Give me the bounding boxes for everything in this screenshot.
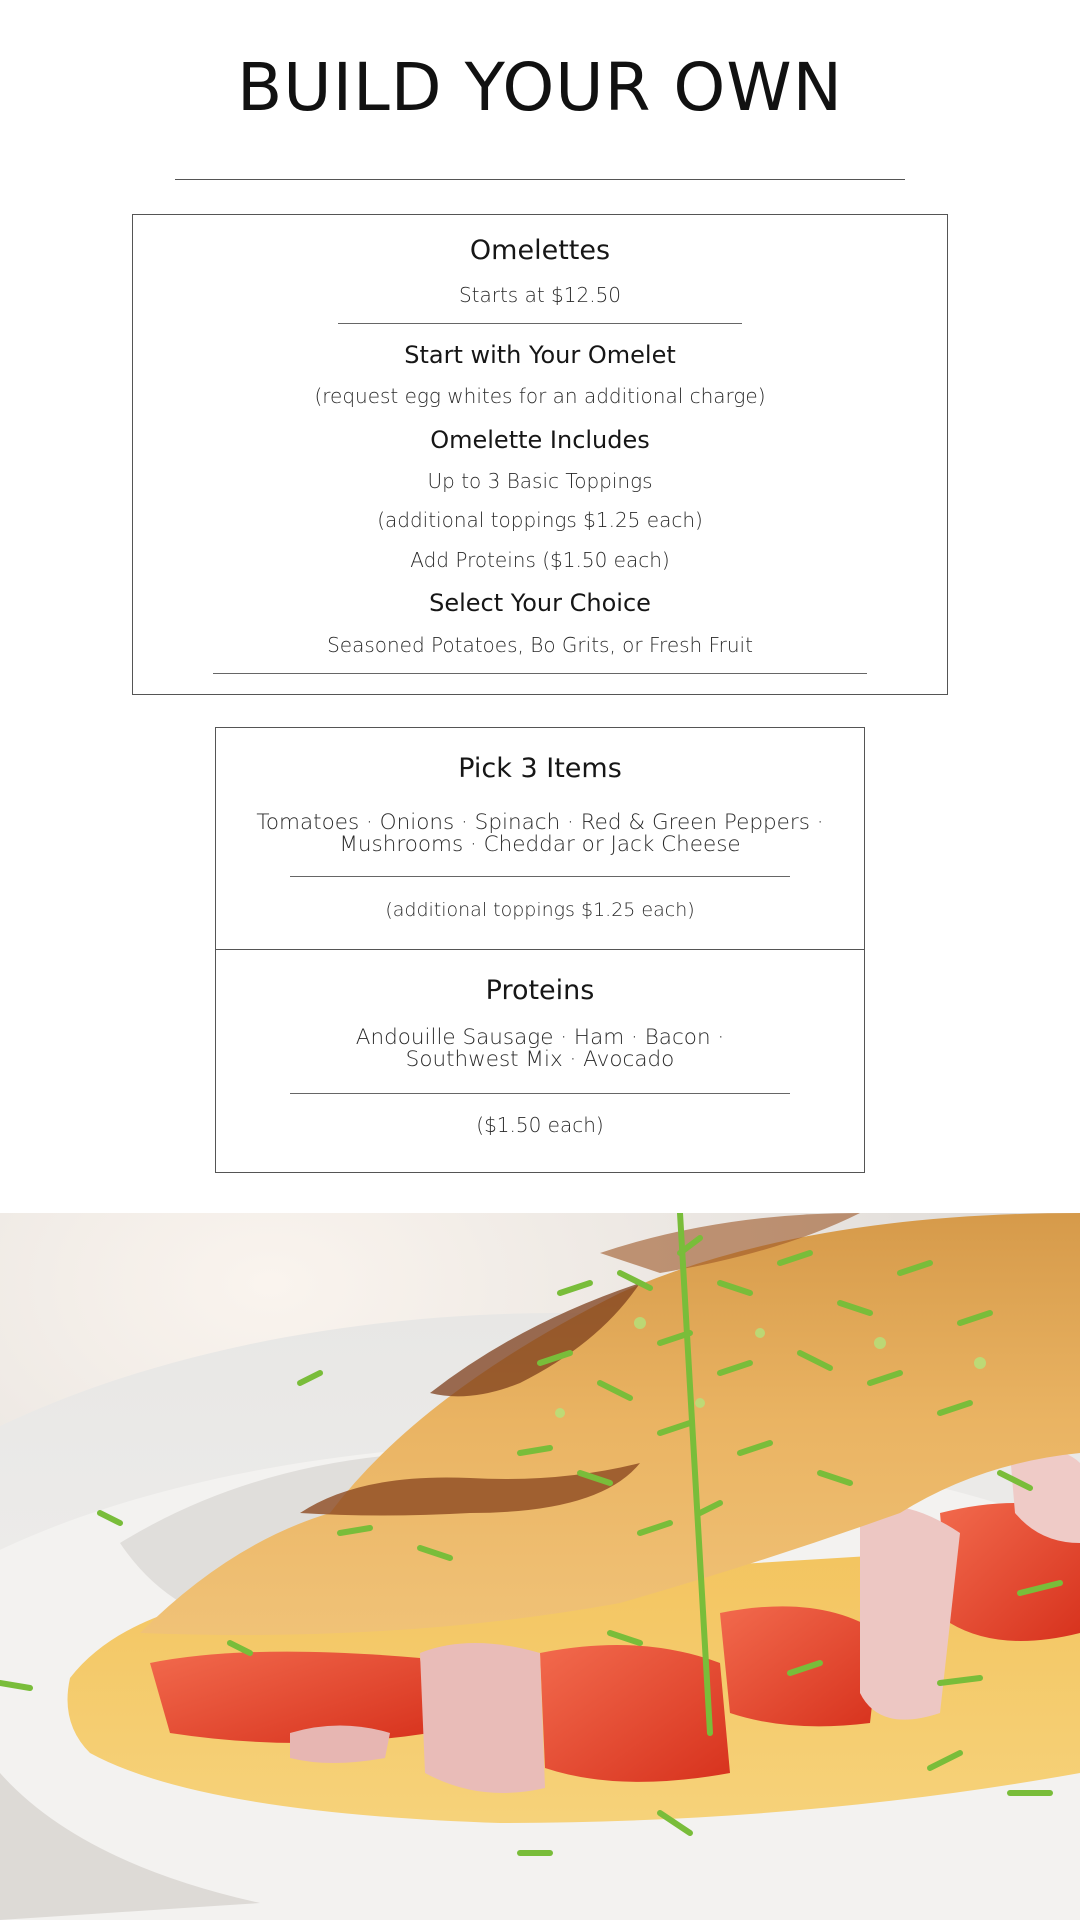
omelettes-price: Starts at $12.50: [458, 283, 622, 307]
omelette-photo: [0, 1213, 1080, 1920]
proteins-list-line: Andouille Sausage · Ham · Bacon ·: [355, 1025, 725, 1050]
toppings-note: (additional toppings $1.25 each): [385, 899, 695, 921]
omelettes-price-divider: [338, 323, 742, 324]
omelette-illustration: [0, 1213, 1080, 1920]
proteins-list-line: Southwest Mix · Avocado: [405, 1047, 675, 1072]
proteins-heading: Proteins: [485, 975, 595, 1006]
proteins-note: ($1.50 each): [476, 1113, 604, 1137]
toppings-list-line: Mushrooms · Cheddar or Jack Cheese: [339, 832, 741, 857]
page-title: BUILD YOUR OWN: [236, 49, 843, 126]
start-omelet-heading: Start with Your Omelet: [404, 341, 676, 369]
select-choice-heading: Select Your Choice: [429, 589, 651, 617]
side-choice-options: Seasoned Potatoes, Bo Grits, or Fresh Fruit: [327, 633, 753, 657]
omelette-includes-heading: Omelette Includes: [430, 426, 650, 454]
title-divider: [175, 179, 905, 180]
proteins-divider: [290, 1093, 790, 1094]
egg-whites-note: (request egg whites for an additional charge): [314, 384, 766, 408]
includes-item: (additional toppings $1.25 each): [377, 508, 703, 532]
toppings-heading: Pick 3 Items: [458, 753, 622, 784]
omelettes-heading: Omelettes: [469, 235, 611, 266]
includes-item: Up to 3 Basic Toppings: [427, 469, 653, 493]
toppings-list-line: Tomatoes · Onions · Spinach · Red & Green Peppers ·: [256, 810, 824, 835]
toppings-divider: [290, 876, 790, 877]
includes-item: Add Proteins ($1.50 each): [410, 548, 670, 572]
omelettes-bottom-divider: [213, 673, 867, 674]
